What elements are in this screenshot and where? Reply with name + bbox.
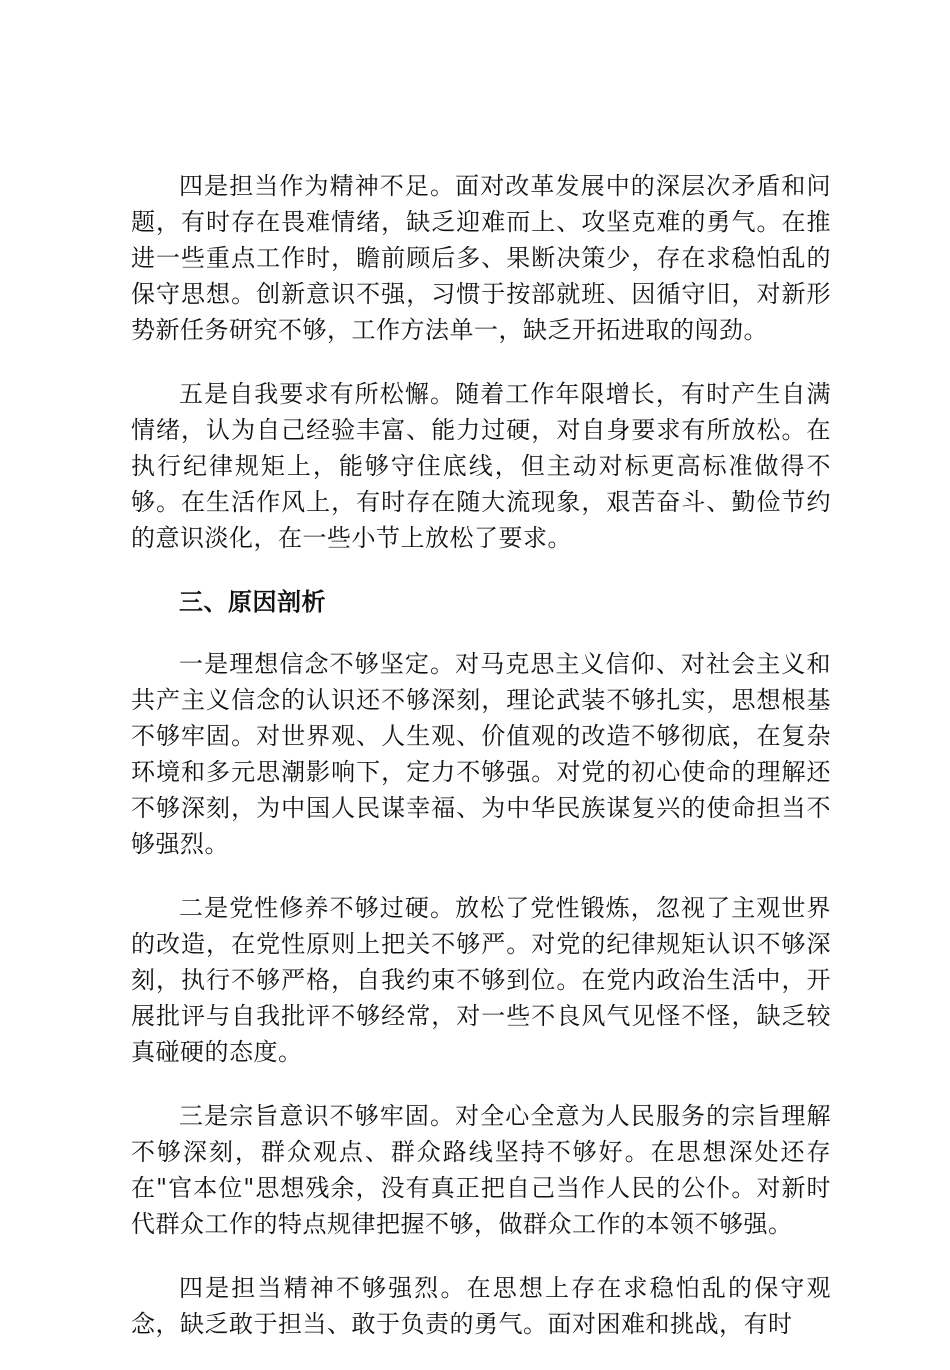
paragraph-five-self-discipline: 五是自我要求有所松懈。随着工作年限增长，有时产生自满情绪，认为自己经验丰富、能力过硬，对自身要求有所放松。在执行纪律规矩上，能够守住底线，但主动对标更高标准做得不够。在生活作风上，有时存在随大流现象，艰苦奋斗、勤俭节约的意识淡化，在一些小节上放松了要求。: [131, 380, 831, 552]
section-heading-cause-analysis: 三、原因剖析: [179, 588, 326, 616]
paragraph-two-party-spirit: 二是党性修养不够过硬。放松了党性锻炼，忽视了主观世界的改造，在党性原则上把关不够严。对党的纪律规矩认识不够深刻，执行不够严格，自我约束不够到位。在党内政治生活中，开展批评与自我批评不够经常，对一些不良风气见怪不怪，缺乏较真碰硬的态度。: [131, 894, 831, 1066]
document-body: [131, 168, 831, 1370]
paragraph-three-purpose: 三是宗旨意识不够牢固。对全心全意为人民服务的宗旨理解不够深刻，群众观点、群众路线坚持不够好。在思想深处还存在"官本位"思想残余，没有真正把自己当作人民的公仆。对新时代群众工作的特点规律把握不够，做群众工作的本领不够强。: [131, 1102, 831, 1238]
paragraph-four-responsibility-spirit: 四是担当精神不够强烈。在思想上存在求稳怕乱的保守观念，缺乏敢于担当、敢于负责的勇气。面对困难和挑战，有时: [131, 1274, 831, 1338]
paragraph-four-responsibility: 四是担当作为精神不足。面对改革发展中的深层次矛盾和问题，有时存在畏难情绪，缺乏迎难而上、攻坚克难的勇气。在推进一些重点工作时，瞻前顾后多、果断决策少，存在求稳怕乱的保守思想。创新意识不强，习惯于按部就班、因循守旧，对新形势新任务研究不够，工作方法单一，缺乏开拓进取的闯劲。: [131, 172, 831, 344]
paragraph-one-ideals: 一是理想信念不够坚定。对马克思主义信仰、对社会主义和共产主义信念的认识还不够深刻，理论武装不够扎实，思想根基不够牢固。对世界观、人生观、价值观的改造不够彻底，在复杂环境和多元思潮影响下，定力不够强。对党的初心使命的理解还不够深刻，为中国人民谋幸福、为中华民族谋复兴的使命担当不够强烈。: [131, 650, 831, 858]
